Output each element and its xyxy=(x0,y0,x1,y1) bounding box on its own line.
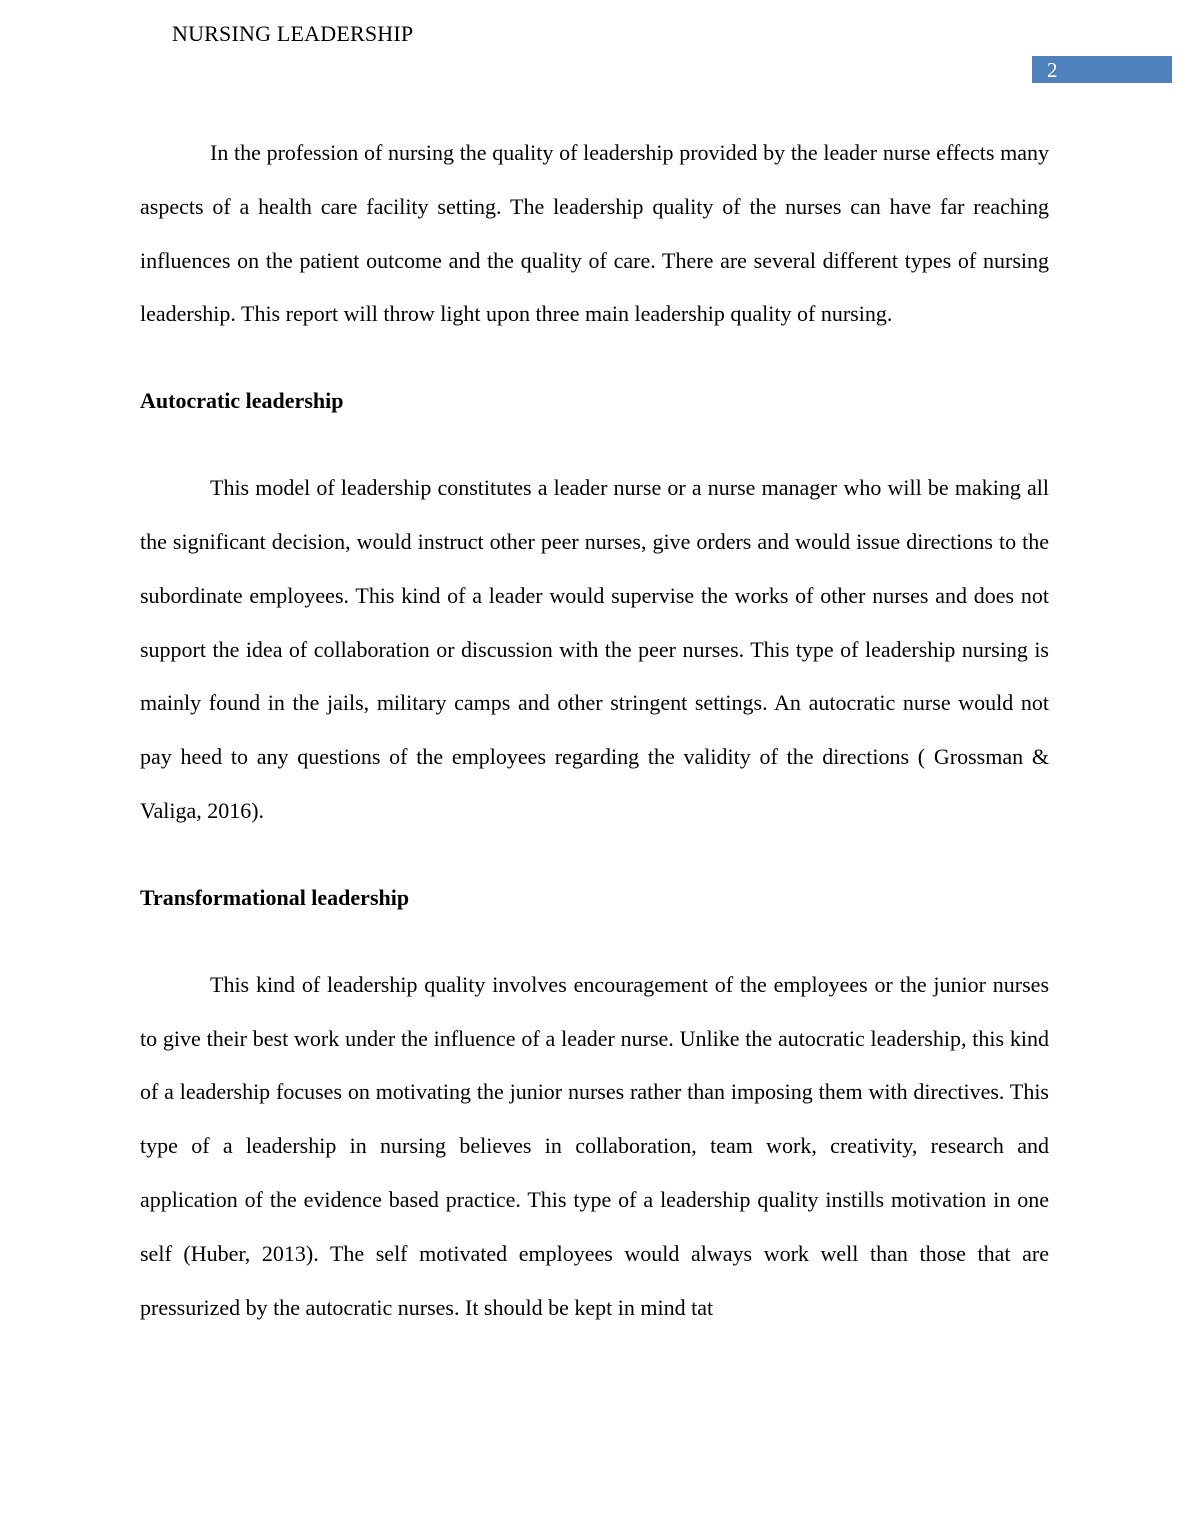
section-heading-autocratic: Autocratic leadership xyxy=(140,388,344,414)
document-body xyxy=(140,126,1049,1334)
section-paragraph-transformational: This kind of leadership quality involves encouragement of the employees or the junior nurses to give their best work under the influence of a leader nurse. Unlike the autocratic leadership, this kind of a leadership focuses on motivating the junior nurses rather than imposing them with directives. This type of a leadership in nursing believes in collaboration, team work, creativity, research and application of the evidence based practice. This type of a leadership quality instills motivation in one self (Huber, 2013). The self motivated employees would always work well than those that are pressurized by the autocratic nurses. It should be kept in mind tat xyxy=(140,971,1049,1320)
section-paragraph-autocratic: This model of leadership constitutes a leader nurse or a nurse manager who will be making all the significant decision, would instruct other peer nurses, give orders and would issue directions to the subordinate employees. This kind of a leader would supervise the works of other nurses and does not support the idea of collaboration or discussion with the peer nurses. This type of leadership nursing is mainly found in the jails, military camps and other stringent settings. An autocratic nurse would not pay heed to any questions of the employees regarding the validity of the directions ( Grossman & Valiga, 2016). xyxy=(140,475,1049,823)
intro-paragraph: In the profession of nursing the quality of leadership provided by the leader nurse effects many aspects of a health care facility setting. The leadership quality of the nurses can have far reaching influences on the patient outcome and the quality of care. There are several different types of nursing leadership. This report will throw light upon three main leadership quality of nursing. xyxy=(140,140,1049,327)
page-number-badge xyxy=(1032,56,1172,83)
running-head: NURSING LEADERSHIP xyxy=(172,21,414,46)
section-heading-transformational: Transformational leadership xyxy=(140,884,410,910)
page-number: 2 xyxy=(1047,58,1058,82)
